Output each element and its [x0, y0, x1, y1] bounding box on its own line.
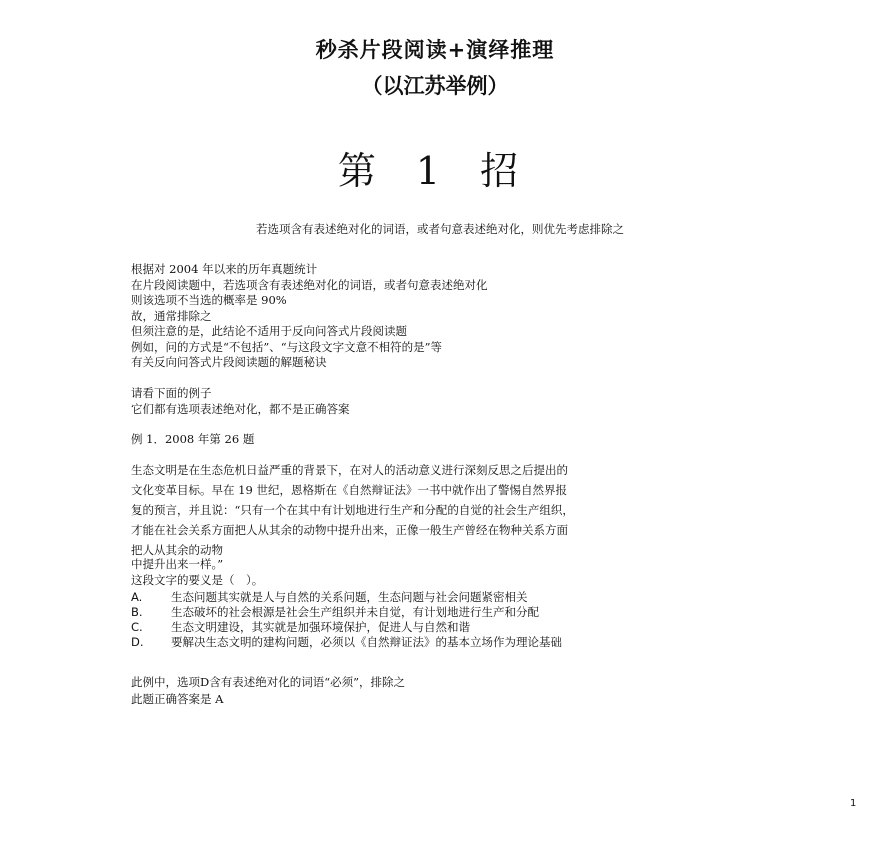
- intro-line: 根据对 2004 年以来的历年真题统计: [131, 262, 318, 276]
- passage-tail: [131, 557, 263, 588]
- intro-line: 有关反向问答式片段阅读题的解题秘诀: [131, 355, 327, 369]
- question-stem: 这段文字的要义是（ ）。: [131, 572, 264, 587]
- document-subtitle: （以江苏举例）: [361, 74, 509, 98]
- document-title: 秒杀片段阅读+演绎推理: [315, 38, 555, 62]
- passage: [131, 460, 741, 560]
- option-d: [131, 635, 562, 650]
- example-intro-line: 请看下面的例子: [131, 386, 212, 400]
- answer-line: 此题正确答案是 A: [131, 692, 224, 706]
- intro-line: 则该选项不当选的概率是 90%: [131, 293, 287, 307]
- section-heading: 第 1 招: [337, 149, 533, 193]
- passage-line: 生态文明是在生态危机日益严重的背景下，在对人的活动意义进行深刻反思之后提出的: [131, 463, 568, 477]
- page-number: 1: [850, 798, 857, 809]
- option-letter: A.: [131, 590, 143, 604]
- example-intro-block: [131, 386, 350, 417]
- intro-block: [131, 262, 488, 371]
- example-label: [131, 432, 254, 448]
- example-label-text: 例 1．2008 年第 26 题: [131, 432, 255, 446]
- option-c: [131, 620, 562, 635]
- intro-line: 例如，问的方式是“不包括”、“与这段文字文意不相符的是”等: [131, 339, 443, 354]
- option-letter: C.: [131, 620, 143, 634]
- example-intro-line: 它们都有选项表述绝对化，都不是正确答案: [131, 401, 350, 416]
- option-b: [131, 605, 562, 620]
- passage-tail-line: 中提升出来一样。”: [131, 557, 224, 571]
- intro-line: 在片段阅读题中，若选项含有表述绝对化的词语，或者句意表述绝对化: [131, 277, 488, 292]
- intro-line: 故，通常排除之: [131, 308, 212, 323]
- option-text: 生态破坏的社会根源是社会生产组织并未自觉，有计划地进行生产和分配: [171, 605, 539, 619]
- option-letter: B.: [131, 605, 143, 619]
- conclusion-line: 此例中，选项D含有表述绝对化的词语“必须”，排除之: [131, 675, 405, 689]
- passage-line: 才能在社会关系方面把人从其余的动物中提升出来，正像一般生产曾经在物种关系方面: [131, 523, 568, 537]
- intro-line: 但须注意的是，此结论不适用于反向问答式片段阅读题: [131, 324, 407, 338]
- option-text: 生态文明建设，其实就是加强环境保护，促进人与自然和谐: [171, 620, 470, 634]
- option-text: 要解决生态文明的建构问题，必须以《自然辩证法》的基本立场作为理论基础: [171, 635, 562, 649]
- passage-line: 把人从其余的动物: [131, 543, 223, 557]
- passage-line: 复的预言，并且说：“只有一个在其中有计划地进行生产和分配的自觉的社会生产组织，: [131, 503, 574, 517]
- tip-text: 若选项含有表述绝对化的词语，或者句意表述绝对化，则优先考虑排除之: [256, 222, 624, 236]
- conclusion-block: [131, 674, 405, 708]
- options-list: [131, 590, 562, 650]
- option-text: 生态问题其实就是人与自然的关系问题，生态问题与社会问题紧密相关: [171, 590, 528, 604]
- option-a: [131, 590, 562, 605]
- passage-line: 文化变革目标。早在 19 世纪，恩格斯在《自然辩证法》一书中就作出了警惕自然界报: [131, 483, 567, 497]
- option-letter: D.: [131, 635, 144, 649]
